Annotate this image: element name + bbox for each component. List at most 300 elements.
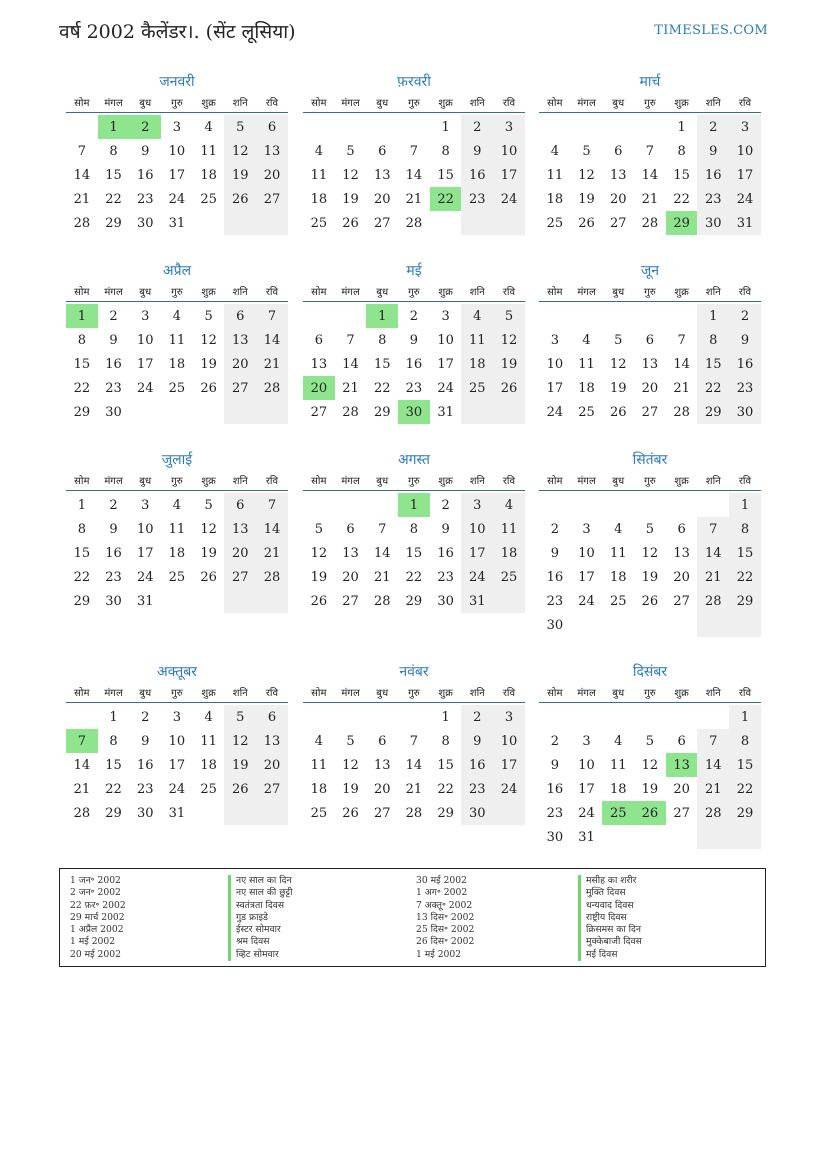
day-cell: 11 — [609, 545, 627, 561]
day-cell: 2 — [550, 733, 559, 749]
day-cell: 2 — [550, 521, 559, 537]
day-cell: 26 — [634, 801, 666, 825]
day-cell: 27 — [373, 805, 391, 821]
weekday-label: बुध — [612, 98, 625, 109]
month-block — [66, 450, 288, 613]
weekday-label: गुरु — [644, 476, 656, 487]
day-cell: 29 — [697, 400, 729, 424]
day-cell: 5 — [614, 332, 623, 348]
day-cell: 28 — [256, 376, 288, 400]
empty-cell — [634, 115, 666, 139]
holiday-name: ईस्टर सोमवार — [228, 924, 293, 936]
day-cell: 28 — [697, 801, 729, 825]
day-cell: 28 — [405, 805, 423, 821]
day-cell: 17 — [546, 380, 564, 396]
day-cell: 10 — [136, 521, 154, 537]
day-cell: 14 — [373, 545, 391, 561]
day-cell: 24 — [136, 569, 154, 585]
weekday-header — [303, 682, 525, 703]
weekday-label: मंगल — [341, 476, 360, 487]
day-cell: 30 — [546, 829, 564, 845]
month-name: अप्रैल — [162, 263, 192, 279]
holiday-name: मुक्ति दिवस — [578, 887, 642, 899]
empty-cell — [571, 493, 603, 517]
day-cell: 6 — [256, 115, 288, 139]
day-cell: 15 — [673, 167, 690, 183]
day-cell: 16 — [461, 753, 493, 777]
weekday-header — [303, 92, 525, 113]
day-cell: 3 — [172, 709, 182, 725]
day-cell: 26 — [342, 215, 359, 231]
day-cell: 27 — [673, 805, 690, 821]
weekday-label: सोम — [311, 688, 327, 699]
day-cell: 16 — [697, 163, 729, 187]
day-cell: 18 — [493, 541, 525, 565]
weekday-label: शनि — [469, 476, 485, 487]
weekday-label: शुक्र — [438, 287, 453, 298]
weekday-label: बुध — [376, 98, 389, 109]
day-cell: 21 — [697, 777, 729, 801]
weekday-label: शुक्र — [201, 98, 216, 109]
weekday-label: सोम — [547, 688, 563, 699]
empty-cell — [697, 613, 729, 637]
weekday-label: रवि — [502, 287, 516, 298]
weekday-label: रवि — [502, 476, 516, 487]
weekday-header — [539, 470, 761, 491]
day-cell: 2 — [729, 304, 761, 328]
weekday-label: रवि — [265, 688, 279, 699]
weekday-label: बुध — [612, 476, 625, 487]
day-cell: 14 — [697, 753, 729, 777]
weekday-label: मंगल — [104, 287, 123, 298]
day-cell: 23 — [729, 376, 761, 400]
holiday-name: मसीह का शरीर — [578, 875, 642, 887]
day-cell: 31 — [437, 404, 454, 420]
empty-cell — [335, 705, 367, 729]
day-cell: 9 — [109, 332, 118, 348]
empty-cell — [430, 211, 462, 235]
empty-cell — [571, 304, 603, 328]
weekday-label: मंगल — [577, 98, 596, 109]
day-cell: 22 — [697, 376, 729, 400]
day-cell: 5 — [224, 115, 256, 139]
weekday-label: शुक्र — [201, 688, 216, 699]
holiday-date: 25 दिस॰ 2002 — [416, 924, 475, 936]
day-cell: 17 — [136, 356, 154, 372]
day-cell: 1 — [398, 493, 430, 517]
day-cell: 17 — [461, 541, 493, 565]
empty-cell — [224, 801, 256, 825]
day-cell: 27 — [641, 404, 659, 420]
day-cell: 26 — [641, 593, 659, 609]
empty-cell — [539, 705, 571, 729]
holiday-name: राष्ट्रीय दिवस — [578, 912, 642, 924]
day-cell: 27 — [256, 187, 288, 211]
day-cell: 25 — [546, 215, 564, 231]
empty-cell — [602, 304, 634, 328]
weekday-label: शनि — [469, 98, 485, 109]
month-block — [539, 662, 761, 849]
day-cell: 27 — [256, 777, 288, 801]
day-cell: 21 — [256, 541, 288, 565]
day-cell: 3 — [493, 705, 525, 729]
day-cell: 16 — [546, 781, 564, 797]
holiday-date: 1 अग॰ 2002 — [416, 887, 468, 899]
empty-cell — [697, 493, 729, 517]
day-cell: 19 — [200, 545, 217, 561]
weekday-label: बुध — [139, 98, 152, 109]
holiday-date: 29 मार्च 2002 — [70, 911, 125, 923]
day-grid — [539, 705, 761, 849]
empty-cell — [539, 493, 571, 517]
day-cell: 21 — [73, 191, 91, 207]
day-cell: 5 — [493, 304, 525, 328]
day-cell: 12 — [224, 139, 256, 163]
day-cell: 13 — [673, 545, 690, 561]
day-cell: 1 — [77, 497, 86, 513]
day-cell: 6 — [645, 332, 655, 348]
day-grid — [66, 705, 288, 825]
holiday-name: धन्यवाद दिवस — [578, 900, 642, 912]
month-block — [66, 72, 288, 235]
day-cell: 3 — [582, 733, 591, 749]
day-cell: 22 — [729, 777, 761, 801]
day-cell: 26 — [493, 376, 525, 400]
empty-cell — [634, 493, 666, 517]
day-cell: 28 — [697, 589, 729, 613]
day-cell: 5 — [645, 521, 655, 537]
day-cell: 18 — [609, 781, 627, 797]
day-cell: 6 — [677, 521, 686, 537]
day-cell: 20 — [224, 541, 256, 565]
day-cell: 3 — [493, 115, 525, 139]
day-cell: 29 — [729, 589, 761, 613]
day-cell: 14 — [405, 757, 423, 773]
empty-cell — [697, 825, 729, 849]
day-cell: 15 — [697, 352, 729, 376]
empty-cell — [335, 115, 367, 139]
day-cell: 2 — [441, 497, 450, 513]
day-cell: 9 — [109, 521, 118, 537]
day-cell: 5 — [224, 705, 256, 729]
empty-cell — [634, 304, 666, 328]
weekday-label: शुक्र — [438, 688, 453, 699]
day-cell: 6 — [224, 304, 256, 328]
day-cell: 8 — [697, 328, 729, 352]
holiday-dates-left — [70, 875, 126, 961]
day-cell: 12 — [493, 328, 525, 352]
weekday-header — [539, 92, 761, 113]
day-cell: 8 — [677, 143, 686, 159]
day-cell: 26 — [224, 187, 256, 211]
day-cell: 15 — [437, 167, 454, 183]
day-cell: 28 — [73, 215, 91, 231]
day-cell: 25 — [461, 376, 493, 400]
day-cell: 14 — [697, 541, 729, 565]
day-cell: 16 — [461, 163, 493, 187]
day-cell: 18 — [546, 191, 564, 207]
site-link[interactable]: TIMESLES.COM — [654, 23, 768, 38]
day-cell: 20 — [373, 781, 391, 797]
day-cell: 23 — [105, 380, 122, 396]
day-cell: 20 — [641, 380, 659, 396]
weekday-label: बुध — [612, 287, 625, 298]
day-cell: 20 — [224, 352, 256, 376]
day-cell: 21 — [673, 380, 690, 396]
empty-cell — [193, 589, 225, 613]
day-cell: 29 — [373, 404, 391, 420]
month-block — [303, 72, 525, 235]
day-cell: 26 — [200, 569, 217, 585]
day-cell: 19 — [342, 191, 359, 207]
day-grid — [66, 304, 288, 424]
weekday-label: रवि — [738, 287, 752, 298]
day-cell: 15 — [437, 757, 454, 773]
weekday-label: सोम — [311, 287, 327, 298]
day-cell: 23 — [136, 781, 154, 797]
holiday-name: क्रिसमस का दिन — [578, 924, 642, 936]
empty-cell — [224, 211, 256, 235]
day-cell: 27 — [310, 404, 328, 420]
day-cell: 8 — [77, 332, 86, 348]
day-cell: 17 — [493, 753, 525, 777]
empty-cell — [256, 211, 288, 235]
day-cell: 31 — [136, 593, 154, 609]
day-cell: 5 — [582, 143, 591, 159]
day-cell: 7 — [697, 517, 729, 541]
day-cell: 20 — [256, 163, 288, 187]
day-cell: 7 — [256, 493, 288, 517]
empty-cell — [697, 705, 729, 729]
day-cell: 15 — [729, 541, 761, 565]
month-block — [303, 662, 525, 825]
day-cell: 6 — [677, 733, 686, 749]
day-cell: 7 — [77, 143, 86, 159]
day-cell: 24 — [136, 380, 154, 396]
day-cell: 17 — [729, 163, 761, 187]
day-cell: 2 — [409, 308, 419, 324]
day-cell: 28 — [73, 805, 91, 821]
day-cell: 23 — [405, 380, 423, 396]
day-cell: 3 — [172, 119, 182, 135]
holiday-date: 7 अक्तू॰ 2002 — [416, 899, 473, 911]
day-cell: 23 — [461, 777, 493, 801]
day-cell: 4 — [582, 332, 591, 348]
month-name: अगस्त — [397, 452, 430, 468]
day-cell: 30 — [697, 211, 729, 235]
holiday-date: 30 मई 2002 — [416, 875, 467, 886]
weekday-label: मंगल — [104, 688, 123, 699]
holiday-date: 1 अप्रैल 2002 — [70, 924, 124, 936]
day-cell: 23 — [105, 569, 122, 585]
day-cell: 2 — [109, 497, 118, 513]
weekday-label: मंगल — [341, 98, 360, 109]
holiday-date: 20 मई 2002 — [70, 948, 121, 960]
day-cell: 3 — [550, 332, 559, 348]
weekday-label: सोम — [547, 98, 563, 109]
day-cell: 12 — [578, 167, 595, 183]
day-cell: 1 — [441, 119, 450, 135]
day-cell: 21 — [405, 191, 423, 207]
month-name: दिसंबर — [632, 664, 668, 680]
weekday-header — [66, 92, 288, 113]
day-cell: 1 — [697, 304, 729, 328]
day-cell: 30 — [105, 404, 122, 420]
empty-cell — [539, 115, 571, 139]
weekday-label: शुक्र — [674, 287, 689, 298]
day-cell: 6 — [224, 493, 256, 517]
weekday-label: गुरु — [408, 688, 420, 699]
empty-cell — [729, 613, 761, 637]
day-cell: 7 — [256, 304, 288, 328]
day-cell: 24 — [168, 191, 186, 207]
day-cell: 7 — [346, 332, 355, 348]
day-cell: 20 — [673, 781, 690, 797]
day-cell: 9 — [141, 143, 150, 159]
day-cell: 5 — [204, 308, 213, 324]
weekday-label: बुध — [376, 476, 389, 487]
weekday-label: रवि — [265, 98, 279, 109]
day-cell: 16 — [105, 545, 122, 561]
weekday-label: रवि — [738, 688, 752, 699]
day-cell: 13 — [224, 328, 256, 352]
day-cell: 20 — [303, 376, 335, 400]
day-cell: 15 — [105, 757, 122, 773]
day-cell: 28 — [673, 404, 690, 420]
day-cell: 13 — [373, 167, 391, 183]
day-cell: 12 — [342, 757, 359, 773]
day-cell: 10 — [546, 356, 564, 372]
day-cell: 9 — [697, 139, 729, 163]
day-grid — [539, 115, 761, 235]
day-cell: 13 — [256, 729, 288, 753]
day-cell: 17 — [136, 545, 154, 561]
day-cell: 4 — [204, 709, 213, 725]
day-cell: 26 — [310, 593, 328, 609]
day-grid — [303, 493, 525, 613]
day-cell: 14 — [641, 167, 659, 183]
empty-cell — [666, 705, 698, 729]
weekday-header — [66, 281, 288, 302]
day-cell: 1 — [729, 705, 761, 729]
day-cell: 14 — [256, 517, 288, 541]
day-cell: 27 — [609, 215, 627, 231]
day-cell: 9 — [550, 757, 559, 773]
day-cell: 14 — [673, 356, 690, 372]
empty-cell — [366, 115, 398, 139]
day-cell: 23 — [697, 187, 729, 211]
day-cell: 19 — [342, 781, 359, 797]
weekday-label: सोम — [311, 98, 327, 109]
month-name: जुलाई — [161, 452, 193, 468]
day-cell: 7 — [645, 143, 655, 159]
day-cell: 12 — [310, 545, 328, 561]
empty-cell — [461, 400, 493, 424]
day-cell: 29 — [73, 593, 91, 609]
weekday-label: गुरु — [408, 287, 420, 298]
empty-cell — [493, 801, 525, 825]
day-cell: 25 — [200, 781, 217, 797]
day-cell: 14 — [73, 757, 91, 773]
empty-cell — [634, 613, 666, 637]
day-cell: 14 — [342, 356, 359, 372]
weekday-label: शनि — [232, 287, 248, 298]
page-title: वर्ष 2002 कैलेंडर।. (सेंट लूसिया) — [59, 21, 296, 43]
empty-cell — [602, 705, 634, 729]
day-cell: 7 — [66, 729, 98, 753]
weekday-label: सोम — [74, 287, 90, 298]
day-cell: 24 — [461, 565, 493, 589]
weekday-label: शनि — [705, 98, 721, 109]
month-name: अक्तूबर — [157, 664, 197, 680]
day-cell: 6 — [378, 143, 387, 159]
holiday-name: नए साल की छुट्टी — [228, 887, 293, 899]
day-cell: 29 — [73, 404, 91, 420]
day-cell: 11 — [546, 167, 564, 183]
day-cell: 30 — [461, 801, 493, 825]
holiday-date: 26 दिस॰ 2002 — [416, 936, 475, 948]
day-cell: 22 — [373, 380, 391, 396]
day-cell: 21 — [405, 781, 423, 797]
day-cell: 11 — [168, 332, 186, 348]
month-name: जनवरी — [159, 74, 195, 90]
day-cell: 4 — [461, 304, 493, 328]
month-block — [66, 261, 288, 424]
holiday-dates-right — [416, 875, 474, 961]
day-cell: 23 — [437, 569, 454, 585]
empty-cell — [398, 115, 430, 139]
weekday-header — [66, 470, 288, 491]
day-cell: 30 — [437, 593, 454, 609]
empty-cell — [224, 400, 256, 424]
day-cell: 23 — [136, 191, 154, 207]
empty-cell — [129, 400, 161, 424]
weekday-label: मंगल — [577, 476, 596, 487]
empty-cell — [666, 825, 698, 849]
holiday-names-left — [228, 875, 293, 961]
day-cell: 31 — [461, 589, 493, 613]
day-cell: 11 — [310, 757, 328, 773]
day-cell: 10 — [136, 332, 154, 348]
day-cell: 24 — [729, 187, 761, 211]
weekday-label: रवि — [738, 476, 752, 487]
weekday-label: सोम — [74, 98, 90, 109]
empty-cell — [256, 589, 288, 613]
weekday-label: शुक्र — [438, 98, 453, 109]
day-cell: 9 — [441, 521, 450, 537]
day-cell: 26 — [609, 404, 627, 420]
day-cell: 20 — [373, 191, 391, 207]
holiday-date: 2 जन॰ 2002 — [70, 887, 121, 899]
month-block — [539, 72, 761, 235]
day-cell: 3 — [461, 493, 493, 517]
weekday-label: बुध — [376, 287, 389, 298]
weekday-label: गुरु — [644, 98, 656, 109]
day-cell: 3 — [441, 308, 450, 324]
day-cell: 8 — [378, 332, 387, 348]
day-cell: 21 — [373, 569, 391, 585]
day-cell: 22 — [105, 781, 122, 797]
holiday-name: मई दिवस — [578, 949, 642, 961]
day-cell: 18 — [578, 380, 595, 396]
day-cell: 3 — [582, 521, 591, 537]
empty-cell — [493, 400, 525, 424]
day-cell: 8 — [729, 729, 761, 753]
day-cell: 24 — [437, 380, 454, 396]
day-cell: 6 — [256, 705, 288, 729]
weekday-label: सोम — [74, 476, 90, 487]
day-cell: 22 — [73, 380, 91, 396]
